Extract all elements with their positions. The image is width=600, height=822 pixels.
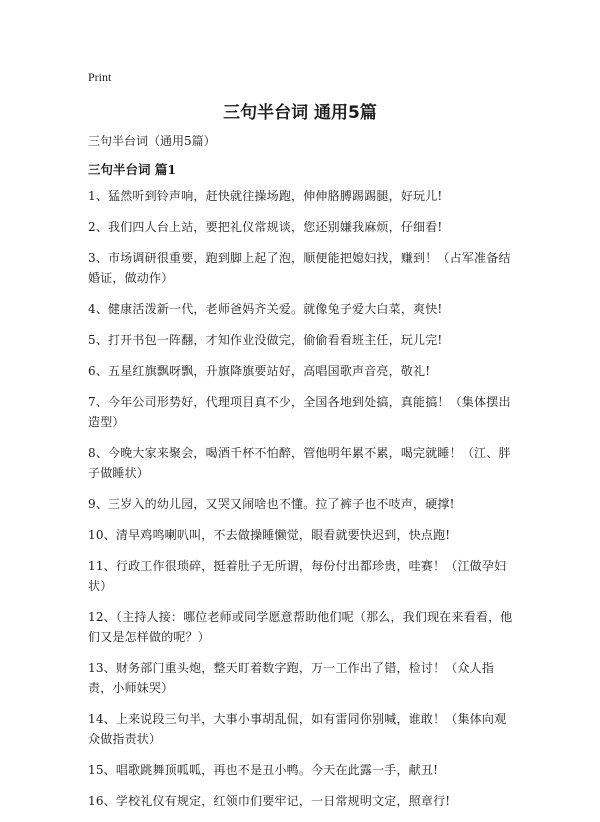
paragraph-item: 6、五星红旗飘呀飘，升旗降旗要站好，高唱国歌声音亮，敬礼! bbox=[88, 364, 431, 378]
paragraph-item: 5、打开书包一阵翻，才知作业没做完，偷偷看看班主任，玩儿完! bbox=[88, 333, 443, 347]
paragraph-item: 13、财务部门重头炮，整天盯着数字跑，万一工作出了错，检讨！（众人指责，小师妹哭） bbox=[88, 661, 495, 695]
paragraph-item: 11、行政工作很琐碎，挺着肚子无所谓，每份付出都珍贵，哇赛！（江做孕妇状） bbox=[88, 559, 507, 593]
paragraph-item: 14、上来说段三句半，大事小事胡乱侃，如有雷同你别喊，谁敢！（集体向观众做指责状） bbox=[88, 712, 507, 746]
paragraph-item: 12、（主持人接：哪位老师或同学愿意帮助他们呢（那么，我们现在来看看，他们又是怎样做的呢？） bbox=[88, 610, 513, 644]
paragraph-list bbox=[88, 186, 518, 822]
paragraph-item: 4、健康活泼新一代，老师爸妈齐关爱。就像兔子爱大白菜，爽快! bbox=[88, 302, 443, 316]
paragraph-item: 2、我们四人台上站，要把礼仪常规谈，您还别嫌我麻烦，仔细看! bbox=[88, 220, 443, 234]
paragraph-item: 3、市场调研很重要，跑到脚上起了泡，顺便能把媳妇找，赚到！（占军准备结婚证，做动作） bbox=[88, 251, 511, 285]
paragraph-item: 1、猛然听到铃声响，赶快就往操场跑，伸伸胳膊踢踢腿，好玩儿! bbox=[88, 189, 443, 203]
paragraph-item: 15、唱歌跳舞顶呱呱，再也不是丑小鸭。今天在此露一手，献丑! bbox=[88, 763, 439, 777]
paragraph-item: 7、今年公司形势好，代理项目真不少，全国各地到处搞，真能搞！（集体摆出造型） bbox=[88, 395, 511, 429]
paragraph-item: 10、清早鸡鸣喇叭叫，不去做操睡懒觉，眼看就要快迟到，快点跑! bbox=[88, 528, 451, 542]
document-subtitle: 三句半台词（通用5篇） bbox=[88, 134, 216, 148]
paragraph-item: 9、三岁入的幼儿园，又哭又闹啥也不懂。拉了裤子也不吱声，硬撑! bbox=[88, 497, 455, 511]
section-heading: 三句半台词 篇1 bbox=[88, 162, 177, 177]
paragraph-item: 16、学校礼仪有规定，红领巾们要牢记，一日常规明文定，照章行! bbox=[88, 794, 451, 808]
paragraph-item: 8、今晚大家来聚会，喝酒千杯不怕醉，管他明年累不累，喝完就睡！（江、胖子做睡状） bbox=[88, 446, 511, 480]
print-label[interactable]: Print bbox=[88, 70, 112, 84]
page-title: 三句半台词 通用5篇 bbox=[223, 103, 377, 123]
